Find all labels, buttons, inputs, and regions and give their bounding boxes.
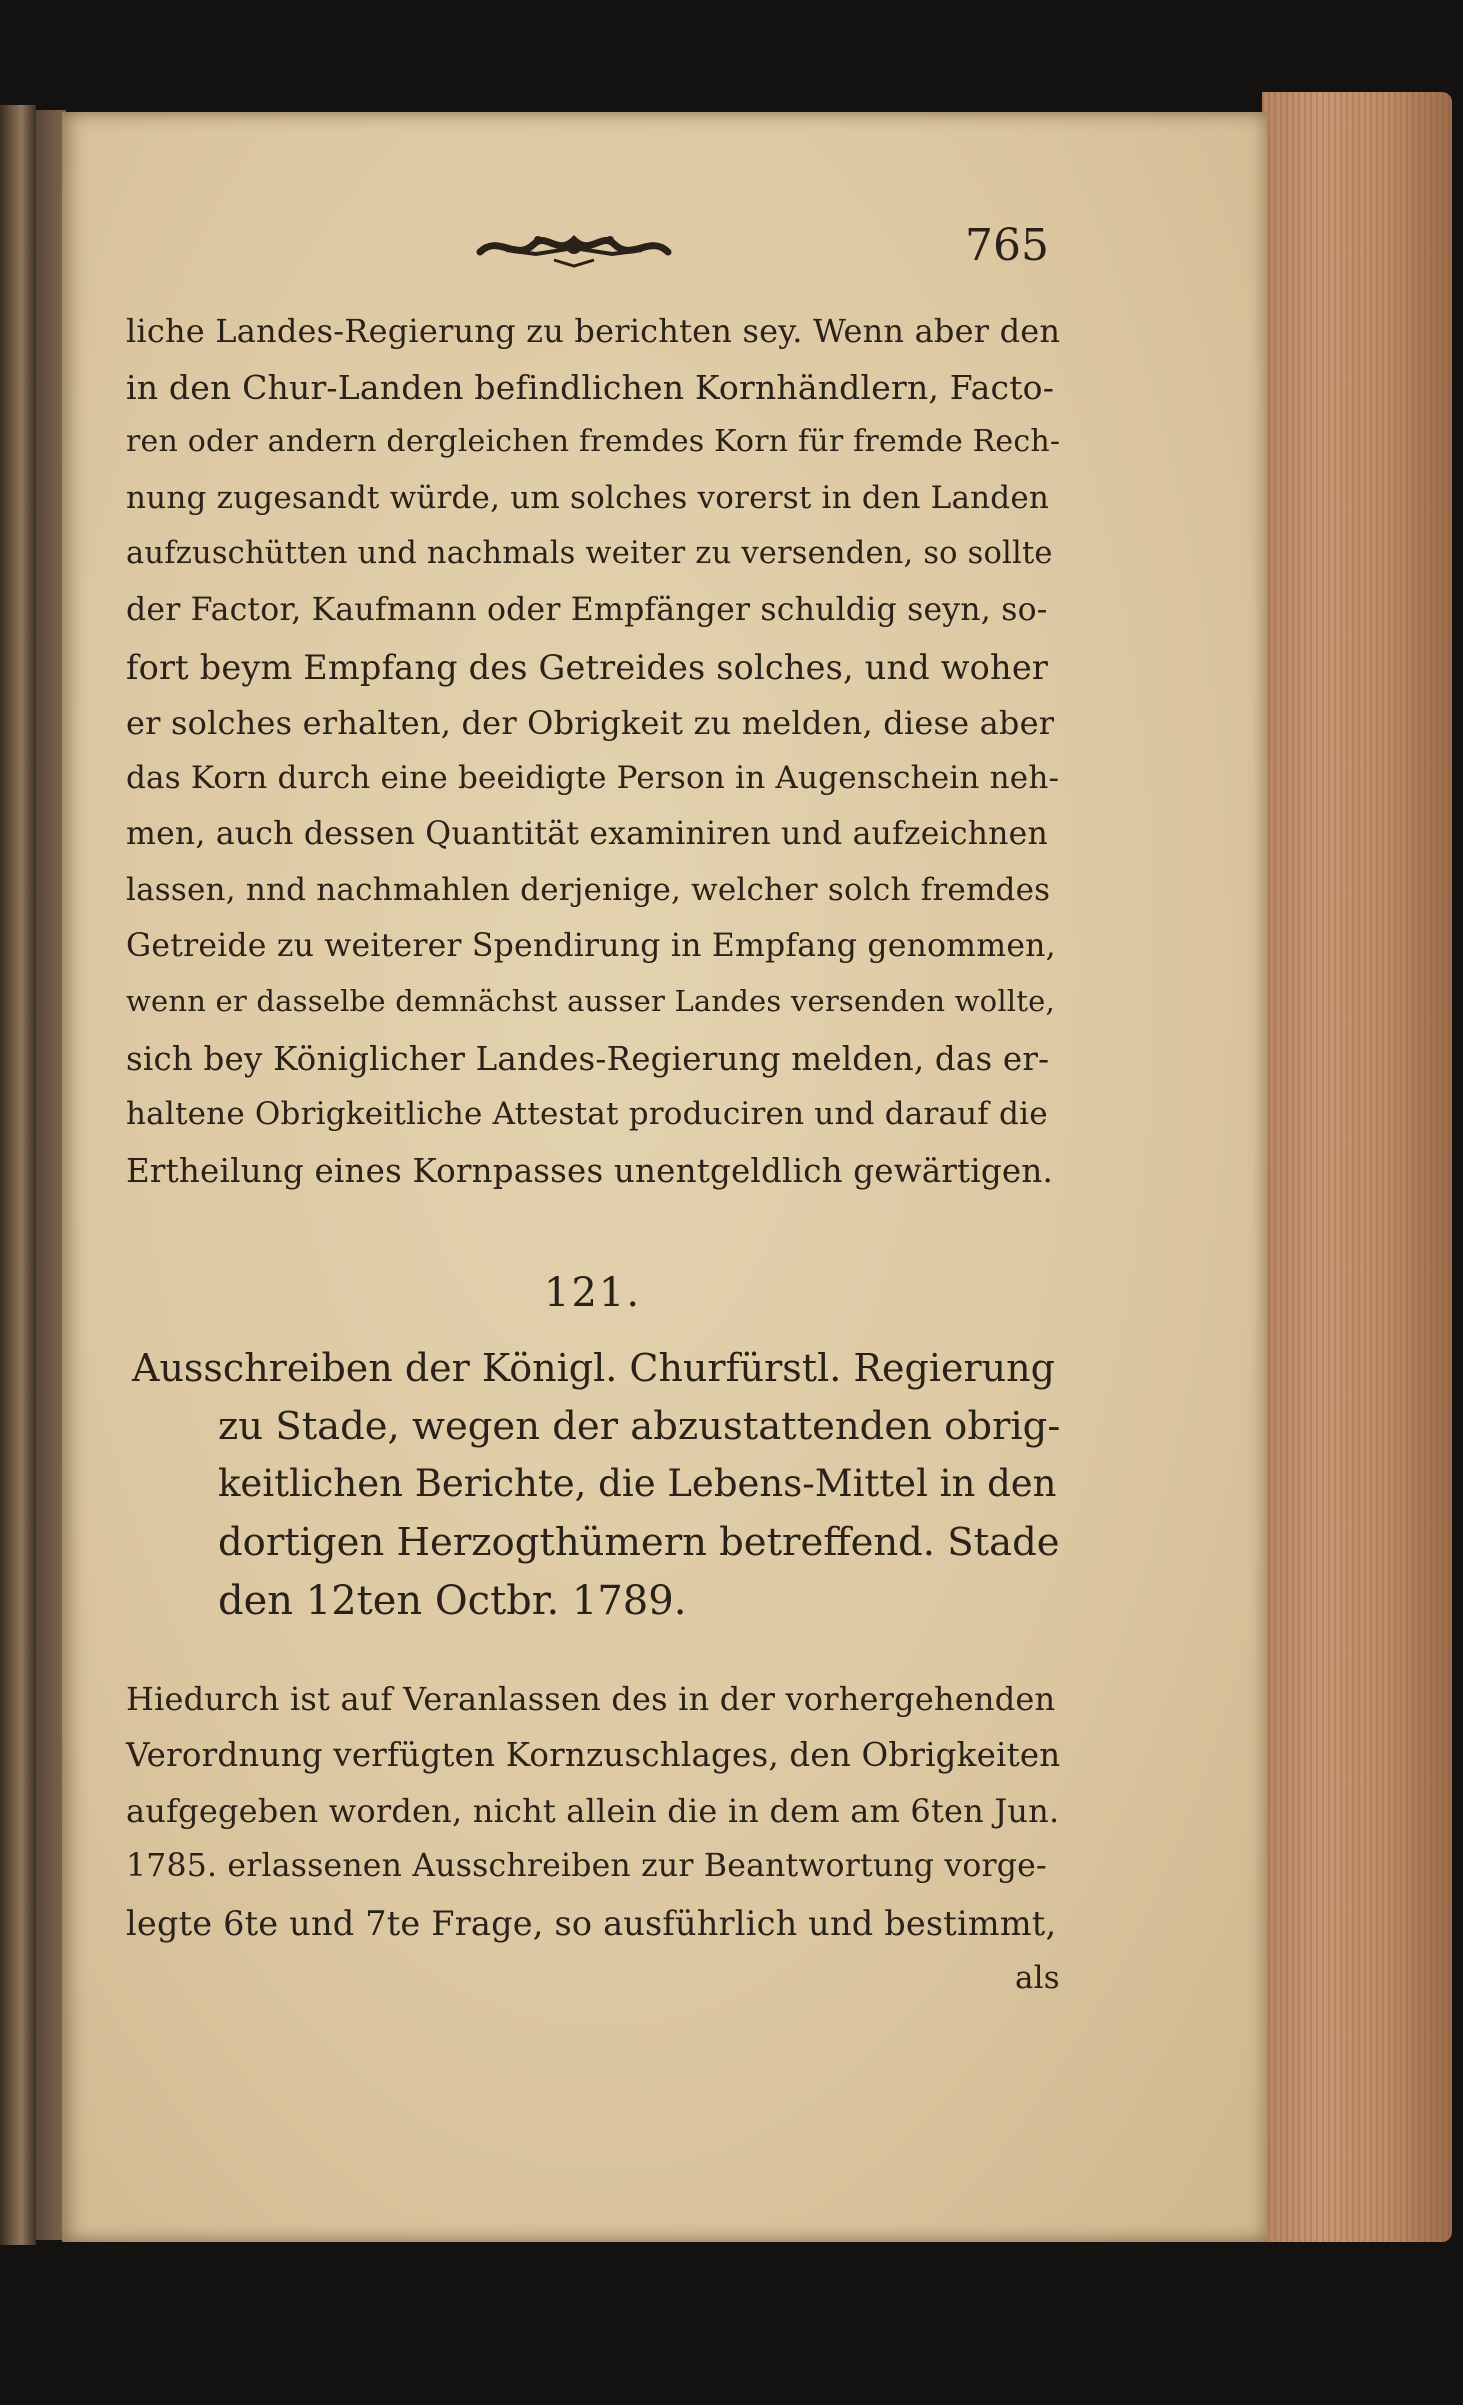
text-line: wenn er dasselbe demnächst ausser Landes versenden wollte,: [126, 984, 1055, 1018]
text-line: ren oder andern dergleichen fremdes Korn für fremde Rech-: [126, 424, 1061, 459]
text-line: men, auch dessen Quantität examiniren und aufzeichnen: [126, 816, 1048, 852]
page-edges: [1262, 92, 1452, 2242]
text-line: Getreide zu weiterer Spendirung in Empfang genommen,: [126, 928, 1056, 964]
headpiece-ornament-icon: [476, 222, 672, 270]
text-line: Verordnung verfügten Kornzuschlages, den Obrigkeiten: [126, 1736, 1061, 1774]
text-line: in den Chur-Landen befindlichen Kornhändlern, Facto-: [126, 368, 1055, 407]
title-line: keitlichen Berichte, die Lebens-Mittel in den: [218, 1462, 1057, 1505]
text-line: Ertheilung eines Kornpasses unentgeldlich gewärtigen.: [126, 1152, 1053, 1190]
title-line: dortigen Herzogthümern betreffend. Stade: [218, 1520, 1060, 1565]
text-line: Hiedurch ist auf Veranlassen des in der vorhergehenden: [126, 1680, 1056, 1718]
text-line: haltene Obrigkeitliche Attestat produciren und darauf die: [126, 1096, 1048, 1132]
text-line: lassen, nnd nachmahlen derjenige, welcher solch fremdes: [126, 872, 1051, 908]
section-number: 121.: [544, 1270, 642, 1316]
text-line: legte 6te und 7te Frage, so ausführlich und bestimmt,: [126, 1904, 1057, 1943]
text-line: fort beym Empfang des Getreides solches, und woher: [126, 648, 1049, 687]
text-line: aufgegeben worden, nicht allein die in dem am 6ten Jun.: [126, 1792, 1060, 1830]
text-line: 1785. erlassenen Ausschreiben zur Beantwortung vorge-: [126, 1848, 1047, 1884]
text-line: aufzuschütten und nachmals weiter zu versenden, so sollte: [126, 536, 1053, 571]
title-line: Ausschreiben der Königl. Churfürstl. Regierung: [132, 1346, 1055, 1390]
book-binding: [0, 105, 36, 2245]
title-line: den 12ten Octbr. 1789.: [218, 1578, 687, 1624]
text-line: liche Landes-Regierung zu berichten sey. Wenn aber den: [126, 312, 1061, 350]
text-line: sich bey Königlicher Landes-Regierung melden, das er-: [126, 1040, 1050, 1078]
page-number: 765: [965, 220, 1049, 271]
text-line: nung zugesandt würde, um solches vorerst in den Landen: [126, 480, 1050, 516]
title-line: zu Stade, wegen der abzustattenden obrig-: [218, 1404, 1061, 1449]
text-line: er solches erhalten, der Obrigkeit zu melden, diese aber: [126, 704, 1055, 742]
catchword: als: [1015, 1960, 1060, 1996]
text-line: der Factor, Kaufmann oder Empfänger schuldig seyn, so-: [126, 592, 1048, 628]
text-line: das Korn durch eine beeidigte Person in Augenschein neh-: [126, 760, 1060, 796]
